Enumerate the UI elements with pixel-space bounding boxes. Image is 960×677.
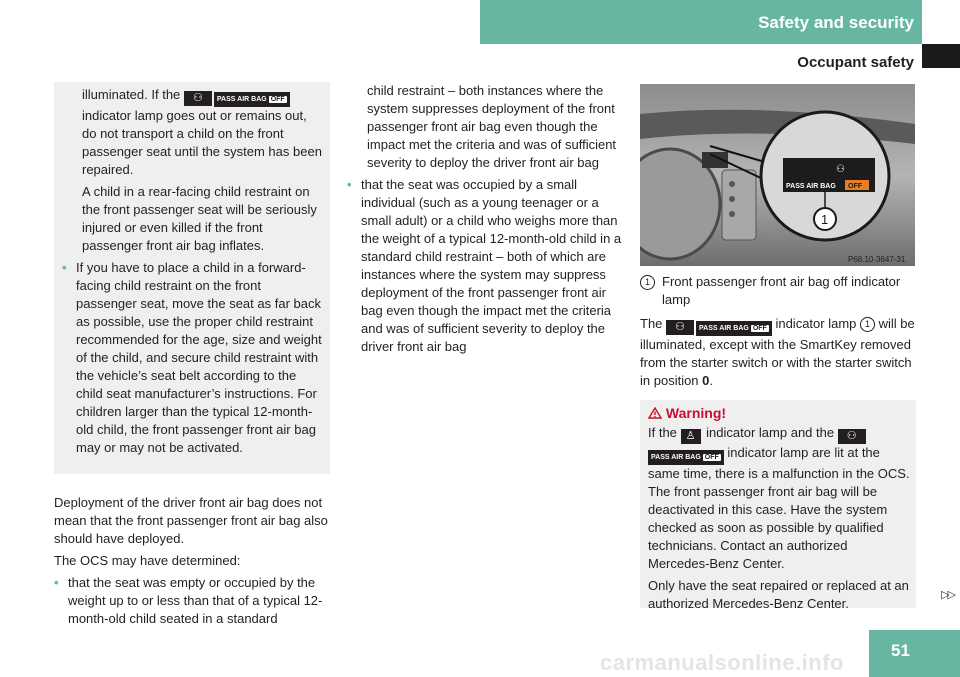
bullet-empty-seat: • that the seat was empty or occupied by the weight up to or less than that of a typical 12-month-old child seated in a standard bbox=[54, 574, 330, 628]
note-bullet: • If you have to place a child in a forward-facing child restraint on the front passenger seat, move the seat as far back as possible, use the proper child restraint recommended for the age, size and weight of the child, and secure child restraint with the vehicle’s seat belt according to the child seat manufacturer’s instructions. For children larger than the typical 12-month-old child, the front passenger front air bag may or may not be activated. bbox=[62, 259, 324, 457]
photo-seat-icon: ⚇ bbox=[836, 164, 845, 175]
bullet-continuation: child restraint – both instances where the system suppresses deployment of the front passenger front air bag even though the impact met the criteria and was of sufficient severity to deploy the driver front air bag bbox=[367, 83, 617, 170]
indicator-p-mid: indicator lamp bbox=[775, 316, 857, 331]
pass-air-bag-off-icon bbox=[696, 321, 772, 336]
dashboard-photo bbox=[640, 84, 915, 266]
note-box bbox=[54, 82, 330, 474]
paragraph-ocs: The OCS may have determined: bbox=[54, 553, 241, 568]
pab-off: OFF bbox=[752, 325, 767, 332]
photo-pab-off: OFF bbox=[848, 183, 862, 190]
note-p1 bbox=[62, 86, 324, 179]
photo-caption bbox=[640, 273, 916, 309]
column-3 bbox=[640, 273, 916, 611]
paragraph-deployment: Deployment of the driver front air bag does not mean that the front passenger front air bag also should have deployed. bbox=[54, 495, 328, 546]
subsection-title: Occupant safety bbox=[797, 54, 914, 71]
header-marker bbox=[922, 44, 960, 68]
child-seat-icon: ⚇ bbox=[838, 429, 866, 444]
photo-pab-text: PASS AIR BAG bbox=[786, 183, 836, 190]
pab-text: PASS AIR BAG bbox=[216, 96, 267, 103]
section-header bbox=[480, 0, 922, 44]
warning-p1 bbox=[648, 424, 910, 573]
note-p2: A child in a rear-facing child restraint on the front passenger seat will be seriously injured or even killed if the front passenger front air bag inflates. bbox=[82, 184, 317, 253]
indicator-p-start: The bbox=[640, 316, 663, 331]
warning-title-text: Warning! bbox=[665, 405, 727, 421]
pass-air-bag-off-icon bbox=[648, 450, 724, 465]
section-title: Safety and security bbox=[758, 13, 914, 32]
note-p1-end: indicator lamp goes out or remains out, do not transport a child on the front passenger seat until the system has been repaired. bbox=[82, 108, 322, 177]
column-1 bbox=[54, 82, 330, 632]
indicator-paragraph bbox=[640, 315, 916, 390]
caption-number: 1 bbox=[640, 275, 655, 290]
warning-p2: Only have the seat repaired or replaced at an authorized Mercedes-Benz Center. bbox=[648, 578, 909, 611]
pab-text: PASS AIR BAG bbox=[651, 454, 701, 461]
warning-p1-start: If the bbox=[648, 425, 677, 440]
indicator-p-end: . bbox=[709, 373, 714, 388]
starter-position: 0 bbox=[702, 373, 710, 388]
dashboard-illustration bbox=[640, 84, 915, 266]
photo-code: P68.10-3647-31 bbox=[848, 255, 906, 264]
warning-box bbox=[640, 400, 916, 611]
watermark: carmanualsonline.info bbox=[600, 650, 844, 675]
continue-arrows-icon: ▷▷ bbox=[941, 589, 954, 601]
warning-triangle-icon bbox=[648, 405, 666, 421]
warning-p1-mid: indicator lamp and the bbox=[706, 425, 835, 440]
bullet-small-individual: • that the seat was occupied by a small individual (such as a young teenager or a small adult) or a child who weighs more than the weight of a typical 12-month-old child in a standard child restraint – both of which are instances where the system may suppress deployment of the front passenger front air bag even though the impact met the criteria and was of sufficient severity to deploy the driver front air bag bbox=[347, 176, 625, 356]
warning-title bbox=[648, 404, 910, 422]
caption-text: Front passenger front air bag off indicator lamp bbox=[662, 274, 901, 307]
pab-off: OFF bbox=[270, 96, 285, 103]
page-number: 51 bbox=[869, 630, 960, 677]
photo-callout-number: 1 bbox=[821, 212, 829, 227]
indicator-p-rest: will be illuminated, except with the SmartKey removed from the starter switch or with the starter switch in position bbox=[640, 316, 915, 388]
note-p1-start: illuminated. If the bbox=[82, 87, 181, 102]
warning-p1-end: indicator lamp are lit at the same time, there is a malfunction in the OCS. The front passenger front air bag will be deactivated in this case. Have the system checked as soon as possible by qualified technicians. Contact an authorized Mercedes-Benz Center. bbox=[648, 445, 910, 571]
person-warning-icon: ♙ bbox=[681, 429, 701, 444]
indicator-number: 1 bbox=[860, 317, 875, 332]
child-seat-icon: ⚇ bbox=[666, 320, 694, 335]
child-seat-icon: ⚇ bbox=[184, 91, 212, 106]
pab-off: OFF bbox=[704, 454, 719, 461]
column-2 bbox=[347, 82, 625, 360]
pab-text: PASS AIR BAG bbox=[699, 325, 749, 332]
pass-air-bag-off-icon bbox=[214, 92, 290, 107]
